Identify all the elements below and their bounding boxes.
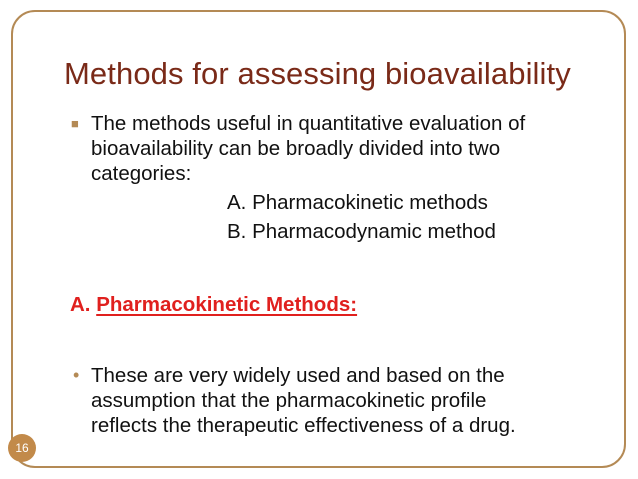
intro-line: The methods useful in quantitative evaluation of bbox=[91, 112, 526, 135]
section-heading bbox=[70, 293, 357, 317]
point-line: These are very widely used and based on the bbox=[91, 364, 505, 387]
point-line: reflects the therapeutic effectiveness of a drug. bbox=[91, 414, 516, 437]
section-heading-text: Pharmacokinetic Methods: bbox=[96, 293, 358, 316]
category-item: B. Pharmacodynamic method bbox=[227, 220, 496, 243]
intro-line: bioavailability can be broadly divided into two bbox=[91, 137, 501, 160]
point-bullet bbox=[70, 363, 610, 438]
square-bullet-icon: ■ bbox=[71, 116, 79, 131]
category-item: A. Pharmacokinetic methods bbox=[227, 191, 488, 214]
slide-title: Methods for assessing bioavailability bbox=[64, 56, 571, 91]
page-number-badge: 16 bbox=[8, 434, 36, 462]
intro-bullet bbox=[70, 111, 610, 244]
point-block bbox=[70, 363, 610, 438]
dot-bullet-icon: • bbox=[73, 365, 80, 385]
section-prefix: A. bbox=[70, 293, 97, 316]
intro-block bbox=[70, 111, 610, 244]
intro-line: categories: bbox=[91, 162, 192, 185]
point-line: assumption that the pharmacokinetic profile bbox=[91, 389, 487, 412]
